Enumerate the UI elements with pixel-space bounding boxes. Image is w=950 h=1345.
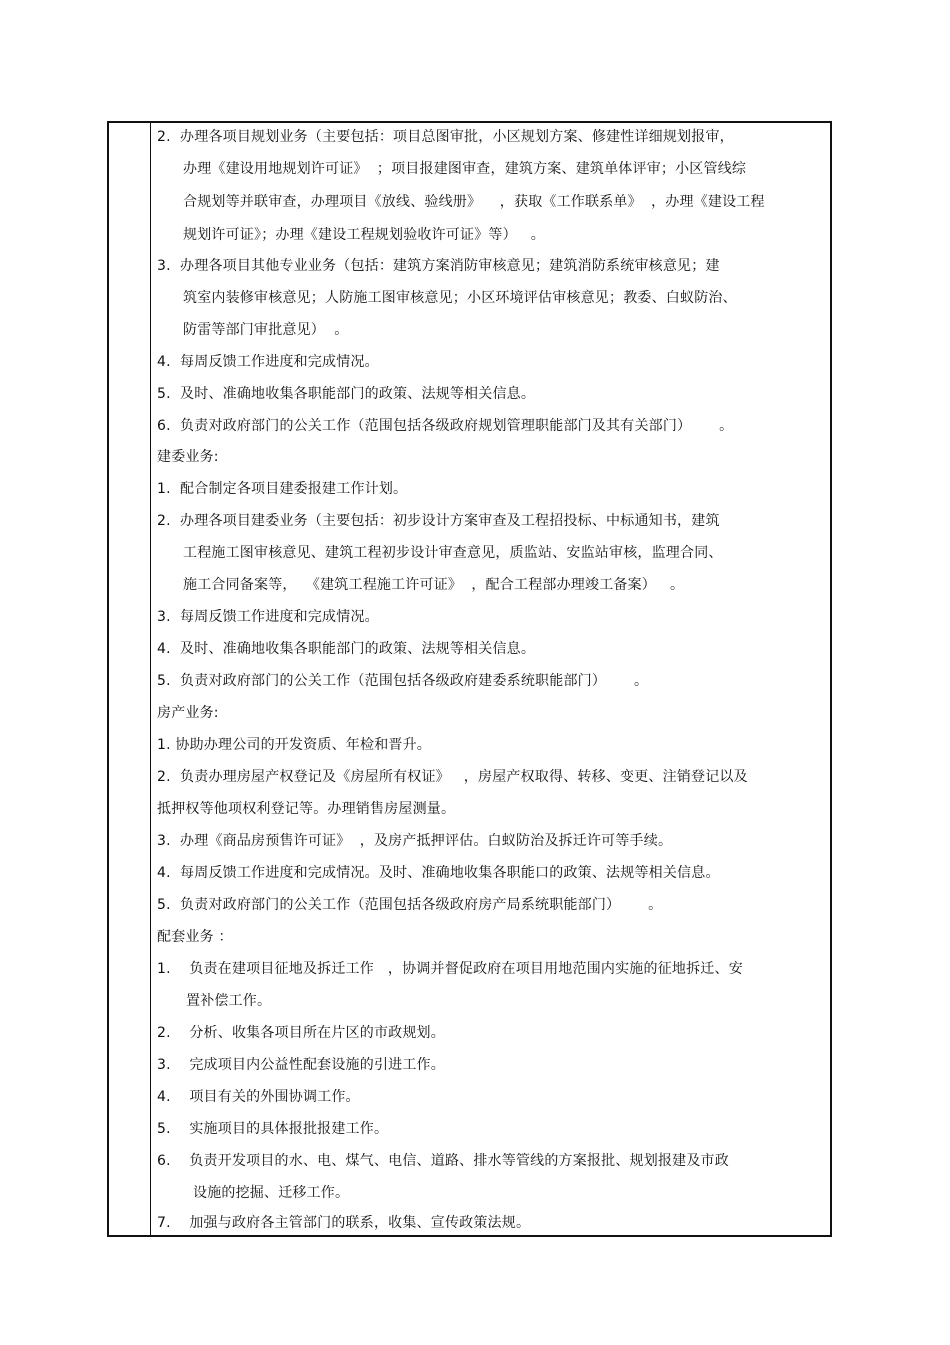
text-line: 置补偿工作。 <box>186 993 272 1009</box>
text-line: 筑室内装修审核意见；人防施工图审核意见；小区环境评估审核意见；教委、白蚁防治、 <box>183 290 737 306</box>
text-line: 4. 每周反馈工作进度和完成情况。 <box>157 354 379 370</box>
text-line: 防雷等部门审批意见） 。 <box>183 322 349 338</box>
text-line: 2. 办理各项目建委业务（主要包括：初步设计方案审查及工程招投标、中标通知书，建筑 <box>157 513 720 529</box>
text-line: 5. 实施项目的具体报批报建工作。 <box>157 1121 389 1137</box>
section-heading: 配套业务 ： <box>157 929 233 945</box>
text-line: 3. 办理《商品房预售许可证》 ，及房产抵押评估。白蚁防治及拆迁许可等手续。 <box>157 833 673 849</box>
text-line: 施工合同备案等， 《建筑工程施工许可证》 ，配合工程部办理竣工备案） 。 <box>183 577 685 593</box>
column-divider <box>150 121 151 1237</box>
text-line: 工程施工图审核意见、建筑工程初步设计审查意见，质监站、安监站审核，监理合同、 <box>183 545 723 561</box>
text-line: 5. 负责对政府部门的公关工作（范围包括各级政府建委系统职能部门） 。 <box>157 673 649 689</box>
text-line: 1. 协助办理公司的开发资质、年检和晋升。 <box>157 737 432 753</box>
text-line: 4. 每周反馈工作进度和完成情况。及时、准确地收集各职能口的政策、法规等相关信息。 <box>157 865 720 881</box>
text-line: 3. 办理各项目其他专业业务（包括：建筑方案消防审核意见；建筑消防系统审核意见；建 <box>157 258 720 274</box>
text-line: 4. 项目有关的外围协调工作。 <box>157 1089 360 1105</box>
text-line: 5. 负责对政府部门的公关工作（范围包括各级政府房产局系统职能部门） 。 <box>157 897 663 913</box>
text-line: 2. 分析、收集各项目所在片区的市政规划。 <box>157 1025 445 1041</box>
text-line: 设施的挖掘、迁移工作。 <box>193 1185 350 1201</box>
text-line: 1. 配合制定各项目建委报建工作计划。 <box>157 481 408 497</box>
text-line: 2. 负责办理房屋产权登记及《房屋所有权证》 ，房屋产权取得、转移、变更、注销登记以及 <box>157 769 748 785</box>
section-heading: 建委业务: <box>157 449 219 465</box>
section-heading: 房产业务: <box>157 705 219 721</box>
text-line: 6. 负责对政府部门的公关工作（范围包括各级政府规划管理职能部门及其有关部门） 。 <box>157 418 734 434</box>
text-line: 5. 及时、准确地收集各职能部门的政策、法规等相关信息。 <box>157 386 536 402</box>
text-line: 2. 办理各项目规划业务（主要包括：项目总图审批，小区规划方案、修建性详细规划报审， <box>157 129 734 145</box>
text-line: 4. 及时、准确地收集各职能部门的政策、法规等相关信息。 <box>157 641 536 657</box>
text-line: 抵押权等他项权利登记等。办理销售房屋测量。 <box>157 801 456 817</box>
text-line: 6. 负责开发项目的水、电、煤气、电信、道路、排水等管线的方案报批、规划报建及市政 <box>157 1153 729 1169</box>
text-line: 3. 每周反馈工作进度和完成情况。 <box>157 609 379 625</box>
text-line: 规划许可证》；办理《建设工程规划验收许可证》等） 。 <box>183 227 545 243</box>
text-line: 办理《建设用地规划许可证》 ；项目报建图审查，建筑方案、建筑单体评审；小区管线综 <box>183 161 747 177</box>
text-line: 7. 加强与政府各主管部门的联系，收集、宣传政策法规。 <box>157 1215 531 1231</box>
text-line: 合规划等并联审查，办理项目《放线、验线册》 ，获取《工作联系单》 ，办理《建设工程 <box>183 194 765 210</box>
text-line: 1. 负责在建项目征地及拆迁工作 ，协调并督促政府在项目用地范围内实施的征地拆迁、安 <box>157 961 743 977</box>
text-line: 3. 完成项目内公益性配套设施的引进工作。 <box>157 1057 445 1073</box>
